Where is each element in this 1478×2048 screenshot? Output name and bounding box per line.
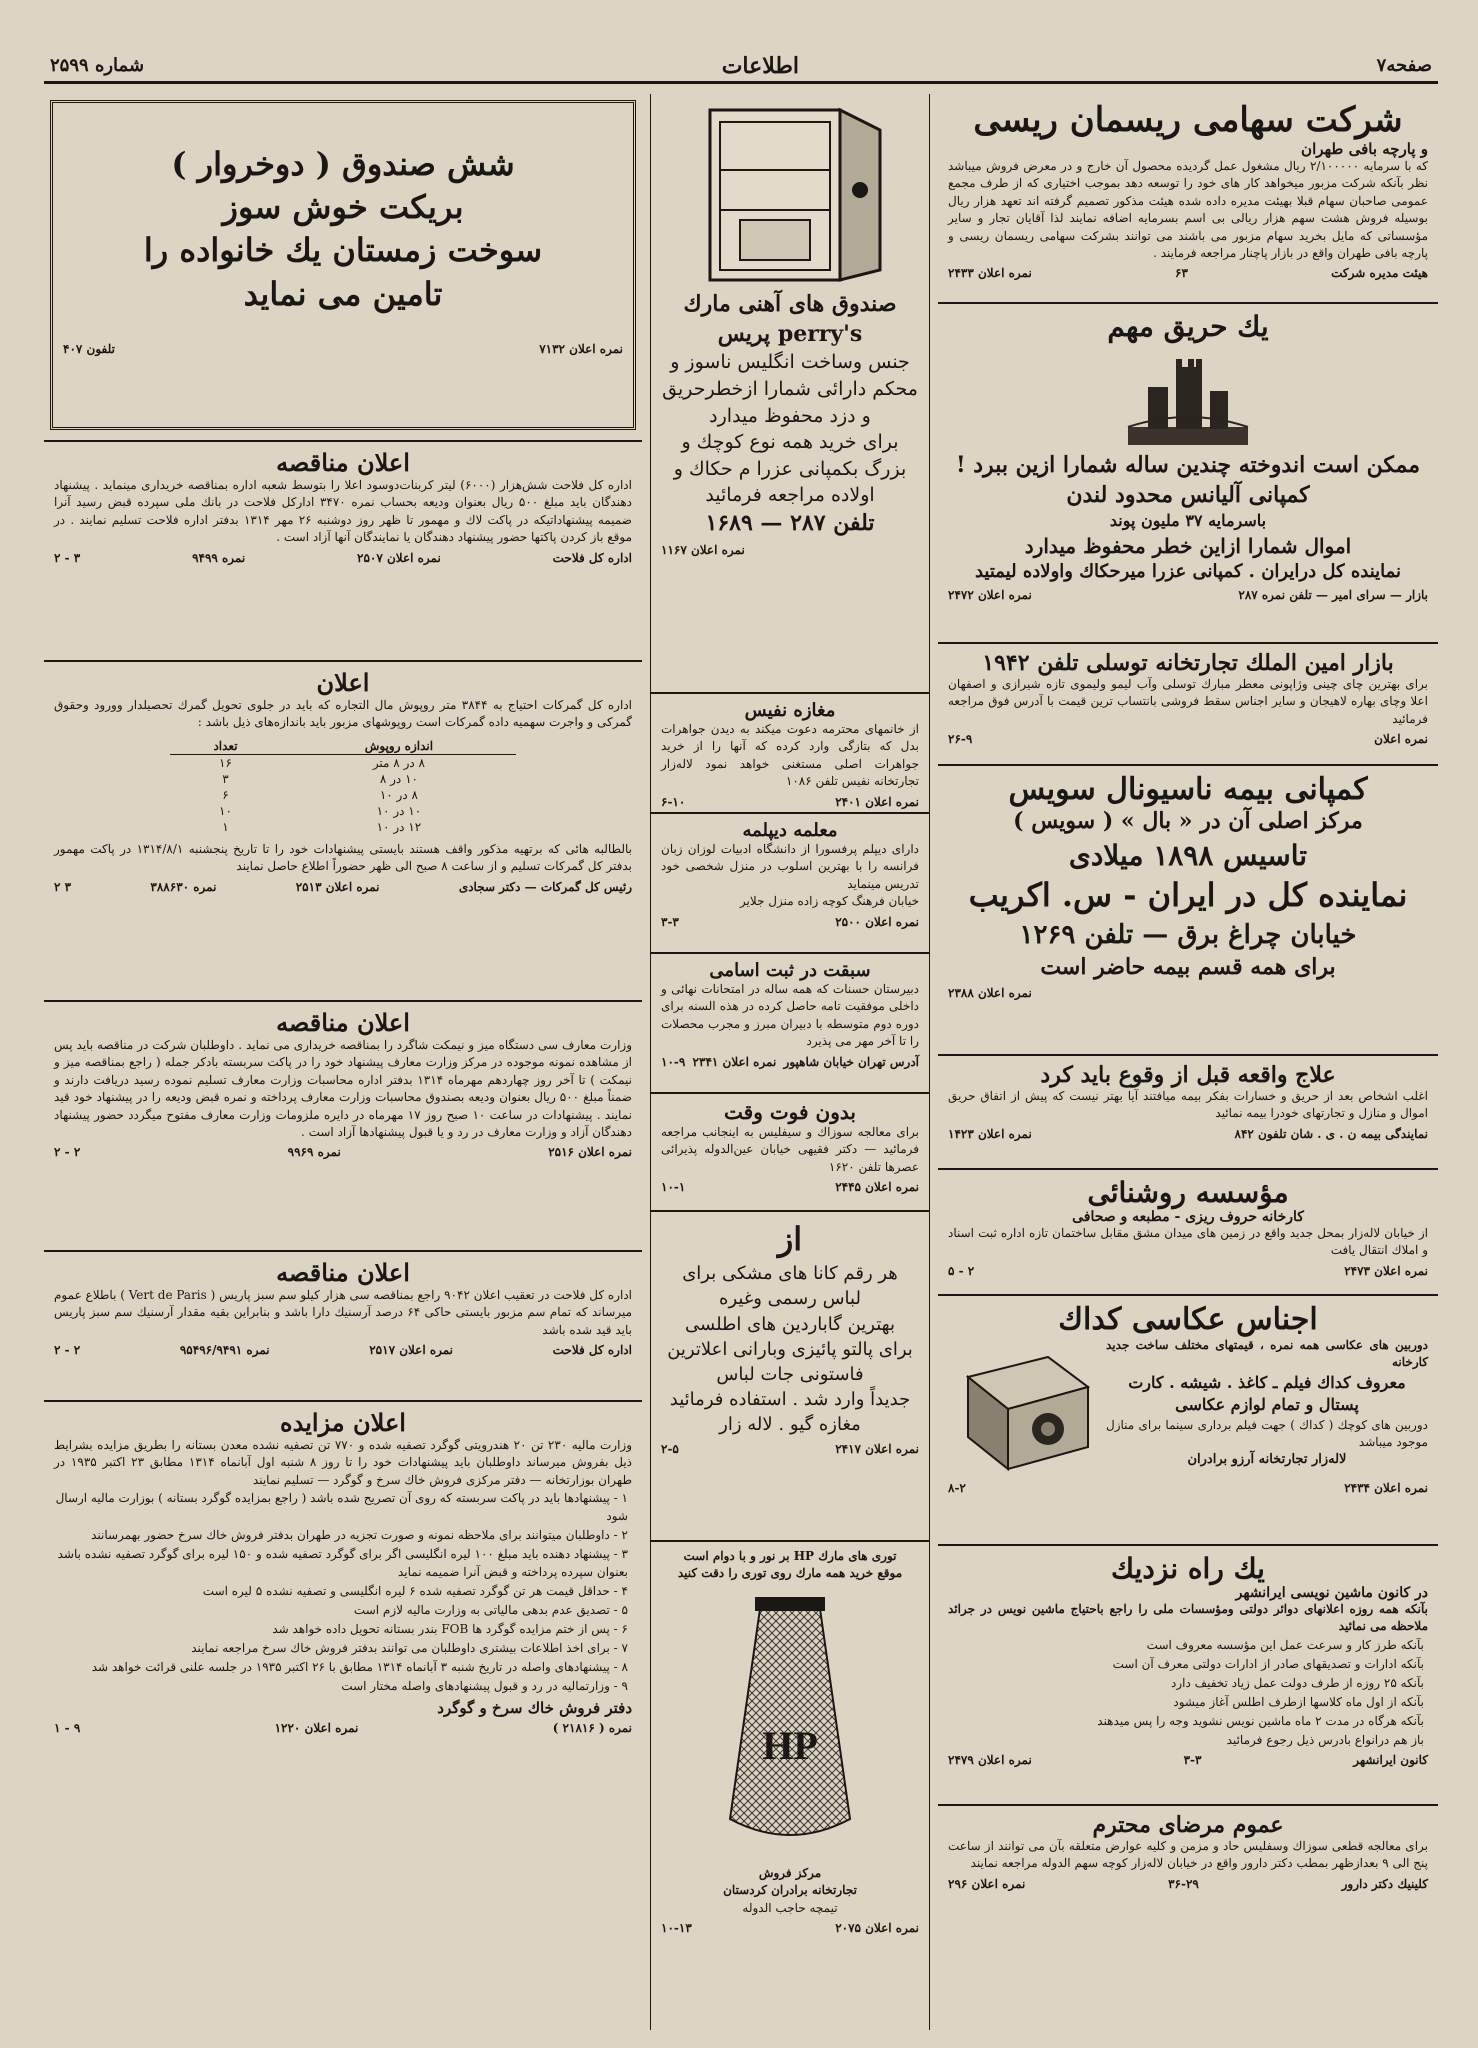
cell-count: ۱ [222,819,229,834]
list-item: ۱ - پیشنهادها باید در پاکت سربسته که روی آن تصریح شده باشد ( راجع بمزایده گوگرد بستانه ) بوزارت مالیه ارسال شود [55,1491,628,1524]
ad-footer [948,1481,1428,1495]
ad-intro: بآنکه همه روزه اعلانهای دوائر دولتی ومؤسسات ملی را راجع باحتیاج ماشین نویس در جرائد ملاحظه می نمائید [948,1602,1428,1634]
ad-sign: کلینیك دکتر دارور [1341,1876,1428,1891]
ad-title: عموم مرضای محترم [1092,1812,1284,1838]
ad-footer [661,795,919,809]
ad-customs [44,662,642,1002]
ad-body: از خانمهای محترمه دعوت میکند به دیدن جواهرات بدل که بتازگی وارد کرده که آنها را از خرید جواهرات اصلی مستغنی خواهد نمود لاله‌زار تجارتخانه نفیس تلفن ۱۰۸۶ [661,722,919,789]
ad-title: اعلان مناقصه [276,448,410,477]
list-item: بآنکه ادارات و تصدیقهای صادر از ادارات دولتی معرف آن است [1112,1656,1424,1671]
list-item: بآنکه هرگاه در مدت ۲ ماه ماشین نویس نشوید وجه را پس میدهند [1097,1713,1424,1728]
fire-line-4: اموال شمارا ازاین خطر محفوظ میدارد [1024,533,1352,558]
ad-body: وزارت معارف سی دستگاه میز و نیمکت شاگرد را بمناقصه خریداری می نماید . داوطلبان شرکت در مناقصه باید پس از مشاهده نمونه موجوده در مرکز وزارت معارف پیشنهاد خود را در پاکت سربسته بادکر جمله ( راجع بمناقصه میز و نیمکت ) تا آخر روز چهاردهم مهرماه ۱۳۱۴ بدفتر اداره محاسبات وزارت معارف تسلیم نموده رسید دریافت دارند و ضمناً مبلغ ۵۰۰ ریال بعنوان ودیعه بصندوق محاسبات وزارت معارف پرداخته و نمره قبض ودیعه را در پیشنهاد خود قید نمایند . پیشنهادات در ساعت ۱۰ صبح روز ۱۷ مهرماه در دایره ملزومات وزارت معارف مفتوح میگردد حضور پیشنهاد دهندگان آزاد و وزارت معارف در رد و یا قبول پیشنهادها آزاد است . [54,1038,632,1139]
hp-top-line-2: موقع خرید همه مارك روی توری را دقت کنید [677,1566,903,1581]
ad-code: ۲ - ۲ [54,1343,81,1358]
right-column [938,94,1438,2030]
fire-line-5: نماینده کل درایران . کمپانی عزرا میرحکاك واولاده لیمتید [974,560,1402,582]
ad-footer [661,1180,919,1194]
ad-subtitle: در کانون ماشین نویسی ایرانشهر [1235,1585,1428,1601]
ad-number: نمره اعلان ۲۴۳۳ [948,266,1032,281]
ad-code: ۳ - ۲ [54,550,81,565]
ad-footer [54,551,632,565]
ad-ref: نمره ۹۵۴۹۶/۹۴۹۱ [179,1343,270,1358]
ad-body: برای بهترین چای چینی وژاپونی معطر مبارك توسلی وآب لیمو ولیموی تازه شیرازی و اصفهان اعلا وچای بهاره لاهیجان و سایر اجناس سقط فروشی بانتساب ترین قیمت با آدرس فوق مراجعه فرمائید [948,677,1428,726]
auction-terms [54,1489,632,1695]
cell-count: ۳ [222,771,229,786]
ad-fabric [651,1212,929,1542]
ad-title: یك حریق مهم [1107,310,1269,343]
ad-footer [54,1343,632,1357]
ad-code: ۳ ۲ [54,879,72,894]
ad-code: ۲ - ۲ [54,1145,81,1160]
ad-address: خیابان فرهنگ کوچه زاده منزل جلایر [739,894,919,909]
ad-briquette [44,94,642,442]
perry-line-5: بزرگ بکمپانی عزرا م حکاك و [673,457,907,480]
ad-code: ۶-۱۰ [661,794,686,809]
ad-tender-agriculture [44,442,642,662]
hp-sign-3: تیمچه حاجب الدوله [742,1900,838,1915]
hp-top-line: توری های مارك HP بر نور و با دوام است [683,1549,897,1563]
fire-line-3: باسرمایه ۳۷ ملیون پوند [1109,511,1267,531]
ad-code: ۱۰-۹ [661,1054,686,1069]
ad-sign: رئیس کل گمرکات — دکتر سجادی [458,879,632,894]
ad-code: ۲ - ۵ [948,1263,975,1278]
ad-phone: تلفن ۲۸۷ — ۱۶۸۹ [705,509,875,536]
ad-body: برای معالجه سوزاك و سیفلیس به اینجانب مراجعه فرمائید — دکتر فقیهی خیابان عین‌الدوله پذیرائی عصرها تلفن ۱۶۲۰ [661,1125,919,1174]
swiss-line-3: نماینده کل در ایران - س. اکریب [968,876,1408,915]
ad-sign: اداره کل فلاحت [552,550,632,565]
ad-title: بازار امین الملك تجارتخانه توسلی تلفن ۱۹۴۲ [982,650,1394,676]
ad-title: صندوق های آهنی مارك [683,291,897,317]
list-item: ۹ - وزارتمالیه در رد و قبول پیشنهادهای واصله مختار است [341,1679,628,1694]
ad-title: مغازه نفیس [744,700,836,721]
ad-ref: نمره ۹۴۹۹ [192,550,246,565]
ad-number: نمره اعلان ۲۳۸۸ [948,986,1032,1001]
ad-number: نمره اعلان ۲۴۷۲ [948,588,1032,603]
ad-sign-row [54,1699,632,1717]
fabric-line-5: فاستونی جات لباس [716,1363,864,1385]
table-row [170,787,517,803]
hp-label: HP [762,1722,818,1768]
fabric-az: از [777,1220,803,1258]
kodak-line-4: دوربین های کوچك ( کداك ) جهت فیلم برداری سینما برای منازل موجود میباشد [1106,1417,1428,1449]
ad-footer [948,266,1428,280]
ad-footer [63,342,623,356]
lamp-mantle-illustration [700,1589,880,1859]
issue-number: شماره ۲۵۹۹ [50,55,145,76]
briquette-line-3: سوخت زمستان یك خانواده را [143,231,543,270]
hp-sign: مرکز فروش [758,1865,822,1880]
ad-tender-education [44,1002,642,1252]
briquette-line-1: شش صندوق ( دوخروار ) [171,145,515,183]
list-item: ۸ - پیشنهادهای واصله در تاریخ شنبه ۳ آبانماه ۱۳۱۴ مطابق با ۲۶ اکتبر ۱۹۳۵ در جلسه علنی قرائت خواهد شد [91,1660,628,1675]
cell-size: ۱۰ در ۸ [379,771,418,786]
cell-size: ۸ در ۸ متر [372,755,425,770]
ad-amin [938,644,1438,766]
ad-number: نمره اعلان ۲۵۱۷ [369,1343,454,1358]
briquette-line-4: تامین می نماید [243,274,443,313]
ad-number: نمره اعلان ۷۱۳۲ [539,341,623,356]
ad-footer [661,915,919,929]
ad-title: کمپانی بیمه ناسیونال سویس [1008,772,1368,807]
left-column [44,94,642,2030]
ad-perry-safe [651,94,929,694]
ad-footer [54,1145,632,1159]
cell-count: ۱۶ [219,755,232,770]
ad-title: اعلان مناقصه [276,1008,410,1037]
ad-footer [661,1055,919,1069]
swiss-line-1: مرکز اصلی آن در « بال » ( سویس ) [1013,808,1363,834]
ad-body: بالطالبه هائی که برتهیه مذکور واقف هستند بایستی پیشنهادات خود را تا تاریخ پنجشنبه ۱۳۱۴/۸/۱ در پاکت مهمور بدفتر کل گمرکات تسلیم و از ساعت ۸ صبح الی ظهر حضوراً اطلاع حاصل نمایند [54,841,632,874]
ad-doctor [651,1094,929,1212]
ad-title: بدون فوت وقت [724,1100,856,1124]
ad-number: نمره اعلان ۲۹۶ [948,1876,1026,1891]
ad-footer [948,1264,1428,1278]
middle-column [650,94,930,2030]
list-item: ۵ - تصدیق عدم بدهی مالیاتی به وزارت مالیه لازم است [353,1603,628,1618]
ad-number: نمره اعلان ۲۵۰۰ [835,914,919,929]
list-item: بآنکه ۲۵ روزه از طرف دولت عمل زیاد تخفیف دارد [1171,1675,1424,1690]
ad-body: دارای دیپلم پرفسورا از دانشگاه ادبیات لوزان زبان فرانسه را با بهترین اسلوب در منزل شخصی خود تدریس مینماید [661,842,919,891]
castle-illustration [1118,347,1258,447]
list-item: ۶ - پس از ختم مزایده گوگرد ها FOB بندر بستانه تحویل داده خواهد شد [272,1622,628,1637]
ad-number: نمره اعلان ۲۴۰۱ [835,794,919,809]
ad-address: بازار — سرای امیر — تلفن نمره ۲۸۷ [1238,588,1428,603]
kodak-line-2: معروف کداك فیلم ـ کاغذ . شیشه . کارت [1128,1372,1406,1392]
ad-brand: perry's پریس [717,320,863,347]
column-header: اندازه روپوش [281,738,516,755]
ad-reisman [938,94,1438,304]
ad-footer [948,1127,1428,1141]
ad-body: برای معالجه قطعی سوزاك وسفلیس حاد و مزمن و کلیه عوارض متعلقه بآن می توانند از ساعت پنج الی ۹ بعدازظهر بمطب دکتر دارور واقع در خیابان لاله‌زار کوچه سهم الدوله مراجعه نمایند [948,1839,1428,1871]
ad-code: ۳۶-۲۹ [1168,1876,1199,1891]
ad-code: ۱۰-۱۳ [661,1920,692,1935]
ad-sign: اداره کل فلاحت [552,1343,632,1358]
ad-number: نمره اعلان ۱۴۲۳ [948,1126,1032,1141]
ad-number: نمره اعلان ۱۲۲۰ [274,1721,359,1736]
perry-line-4: برای خرید همه نوع کوچك و [681,431,899,454]
ad-title: شرکت سهامی ریسمان ریسی [973,100,1403,140]
ad-body: که با سرمایه ۲/۱۰۰۰۰۰ ریال مشغول عمل گردیده محصول آن خارج و در معرض فروش میباشد نظر بآنکه شرکت مزبور میخواهد کار های خود را توسعه دهد بموجب اختیاری که از طرف مجمع عمومی صاحبان سهام قبلا بهیئت مدیره داده شده هیئت مذکور تصمیم گرفته اند تعهد هزار ریال بوسیله فروش هشت سهم هزار ریالی بی اسم بسرمایه اضافه نمایند لذا آقایان تجار و سایر مؤسساتی که مایل بخرید سهام مزبور می باشند می توانند بشرکت سهامی ریسمان ریسی و پارچه بافی طهران واقع در بازار پاچنار مراجعه فرمایند . [948,159,1428,260]
perry-line-3: و دزد محفوظ میدارد [709,404,871,427]
ad-number: نمره اعلان ۲۵۱۶ [548,1145,632,1160]
swiss-line-5: برای همه قسم بیمه حاضر است [1040,953,1336,980]
ad-footer [948,588,1428,602]
ad-sign: هیئت مدیره شرکت [1331,266,1428,281]
ad-address: آدرس تهران خیابان شاهپور [783,1054,919,1069]
list-item: ۳ - پیشنهاد دهنده باید مبلغ ۱۰۰ لیره انگلیسی اگر برای گوگرد تصفیه شده و ۱۵۰ لیره برای گوگرد تصفیه نشده باشد بعنوان سپرده پرداخته و قبض آنرا ضمیمه نماید [57,1547,628,1580]
ad-body: از خیابان لاله‌زار بمحل جدید واقع در زمین های میدان مشق مقابل ساختمان تازه اداره ثبت اسناد و املاك انتقال یافت [948,1226,1428,1258]
ad-title: معلمه دیپلمه [742,820,838,841]
ad-prevention [938,1056,1438,1170]
perry-line-6: اولاده مراجعه فرمائید [705,484,875,507]
ad-title: علاج واقعه قبل از وقوع باید کرد [1040,1062,1336,1088]
cell-count: ۱۰ [219,803,232,818]
ad-number: نمره اعلان ۲۵۰۷ [357,550,441,565]
perry-line-2: محکم دارائی شمارا ازخطرحریق [662,377,918,400]
fire-line-1: ممکن است اندوخته چندین ساله شمارا ازین ببرد ! [955,452,1421,478]
ad-footer [661,1442,919,1456]
ad-body: اغلب اشخاص بعد از حریق و خسارات بفکر بیمه میافتند آیا بهتر نیست که پیش از اتفاق حریق اموال و منازل و تجارتهای خودرا بیمه نمائید [948,1089,1428,1121]
ad-footer-text: نمایندگی بیمه ن . ی . شان تلفون ۸۴۲ [1234,1126,1428,1141]
cell-count: ۶ [222,787,229,802]
fabric-line-7: مغازه گیو . لاله زار [719,1414,861,1436]
newspaper-name: اطلاعات [721,52,799,79]
ad-footer [948,732,1428,746]
ad-subtitle: و پارچه بافی طهران [1301,140,1428,158]
fabric-line-4: برای پالتو پائیزی وبارانی اعلاترین [667,1338,913,1360]
ad-number: نمره اعلان ۲۴۱۷ [835,1441,919,1456]
ad-number: نمره اعلان ۲۴۴۵ [835,1180,919,1195]
ad-footer [948,1877,1428,1891]
newspaper-page [44,50,1438,2030]
typing-list [948,1636,1428,1749]
ad-fire [938,304,1438,644]
list-item: بآنکه از اول ماه کلاسها ازطرف اطلس آغاز میشود [1173,1694,1424,1709]
ad-footer [54,1721,632,1735]
list-item: ۷ - برای اخذ اطلاعات بیشتری داوطلبان می توانند بدفتر فروش خاك سرخ مراجعه نمایند [191,1641,628,1656]
list-item: ۲ - داوطلبان میتوانند برای ملاحظه نمونه و صورت تجزیه در طهران بدفتر فروش خاك سرخ حضور بهمرسانند [91,1528,628,1543]
cover-size-table [170,738,517,835]
ad-title: سبقت در ثبت اسامی [709,960,871,981]
camera-illustration [948,1337,1098,1477]
perry-line-1: جنس وساخت انگلیس ناسوز و [670,351,910,374]
fabric-line-1: هر رقم کانا های مشکی برای [682,1263,898,1285]
ad-number: نمره اعلان ۲۴۷۹ [948,1752,1032,1767]
briquette-frame [50,100,636,430]
ad-number: نمره اعلان ۲۳۴۱ [692,1054,777,1069]
ad-tender-paris-green [44,1252,642,1402]
list-item: باز هم درانواع بادرس ذیل رجوع فرمائید [1226,1732,1424,1747]
ad-sign: دفتر فروش خاك سرخ و گوگرد [437,1699,632,1718]
ad-code: ۸-۲ [948,1481,966,1495]
ad-nafis [651,694,929,814]
ad-title: مؤسسه روشنائی [1087,1176,1289,1209]
ad-number: نمره اعلان ۲۴۳۴ [1344,1481,1428,1495]
ad-code: ۱۰-۱ [661,1180,686,1195]
ad-number: نمره اعلان ۲۰۷۵ [835,1920,919,1935]
ad-number: نمره اعلان ۲۵۱۳ [295,879,380,894]
cell-size: ۱۰ در ۱۰ [376,803,422,818]
ad-body: اداره کل فلاحت شش‌هزار (۶۰۰۰) لیتر کربنات‌دوسود اعلا را بتوسط شعبه اداره بمناقصه خریداری مینماید . پیشنهاد دهندگان باید مبلغ ۵۰۰ ریال بعنوان ودیعه بحساب نمره ۳۴۷۰ ادارکل فلاحت در بانك ملی سپرده قبض رسید آنرا ضمیمه پیشنهاداتیکه در پاکت لاك و مهمور تا ظهر روز دوشنبه ۲۶ مهر ۱۳۱۴ بدفتر اداره فلاحت تسلیم نمایند . در موقع باز کردن پاکتها حضور پیشنهاد دهندگان یا نمایندگان آنها آزاد است . [54,478,633,545]
ad-registration [651,954,929,1094]
ad-title: اعلان [316,668,370,697]
page-number: صفحه۷ [1376,55,1432,76]
ad-swiss-insurance [938,766,1438,1056]
ad-typing-school [938,1546,1438,1806]
cell-size: ۱۲ در ۱۰ [376,819,422,834]
ad-kodak [938,1296,1438,1546]
table-row [170,754,517,771]
ad-code: ۳-۳ [1183,1752,1202,1767]
table-row [170,771,517,787]
list-item: بآنکه طرز کار و سرعت عمل این مؤسسه معروف است [1146,1637,1424,1652]
ad-footer [948,986,1428,1000]
ad-subtitle: کارخانه حروف ریزی - مطبعه و صحافی [1072,1209,1304,1225]
ad-body: دبیرستان حسنات که همه ساله در امتحانات نهائی و داخلی موفقیت تامه حاصل کرده در هذه السنه برای دوره دوم متوسطه با دبیران مبرز و مجرب محصلات را تا آخر مهر می پذیرد [661,982,919,1049]
ad-hp-mantle [651,1542,929,1962]
ad-title: اجناس عکاسی کداك [1058,1302,1318,1337]
ad-code: ۳-۳ [661,914,679,929]
ad-phone: تلفون ۴۰۷ [63,341,115,356]
ad-code: ۶۳ [1175,266,1188,281]
briquette-line-2: بریکت خوش سوز [222,188,464,227]
ad-code: ۲-۵ [661,1441,679,1456]
table-row [170,803,517,819]
ad-footer [661,1921,919,1935]
column-header: تعداد [170,738,282,755]
safe-illustration [690,100,890,290]
cell-size: ۸ در ۱۰ [379,787,418,802]
ad-address: کانون ایرانشهر [1353,1752,1428,1767]
list-item: ۴ - حداقل قیمت هر تن گوگرد تصفیه شده ۶ لیره انگلیسی و تصفیه نشده ۵ لیره است [202,1584,628,1599]
fabric-line-2: لباس رسمی وغیره [719,1288,861,1310]
ad-code: ۲۶-۹ [948,732,973,747]
ad-auction-sulfur [44,1402,642,2022]
ad-body: اداره کل فلاحت در تعقیب اعلان ۹۰۴۲ راجع بمناقصه سی هزار کیلو سم سبز پاریس ( Vert de Paris ) باطلاع عموم میرساند که تمام سم مزبور بایستی حاکی ۶۴ درصد آرسنیك دارا باشد و بنابراین بقیه مقدار آرسنیك سم سبز پاریس باید قید شده باشد [54,1288,633,1337]
ad-footer [661,543,919,557]
ad-number: نمره اعلان ۱۱۶۷ [661,542,745,557]
kodak-line-3: پستال و تمام لوازم عکاسی [1175,1395,1359,1415]
ad-patients [938,1806,1438,1926]
ad-title: یك راه نزدیك [1111,1552,1265,1585]
fabric-line-6: جدیداً وارد شد . استفاده فرمائید [669,1389,911,1411]
ad-ref: نمره ۳۸۸۶۳۰ [150,879,217,894]
ad-footer [948,1753,1428,1767]
swiss-line-4: خیابان چراغ برق — تلفن ۱۲۶۹ [1019,919,1357,950]
ad-number: نمره اعلان [1374,732,1428,747]
ad-diploma-teacher [651,814,929,954]
table-row [170,819,517,835]
fire-line-2: کمپانی آلیانس محدود لندن [1066,481,1310,508]
ad-title: اعلان مناقصه [276,1258,410,1287]
fabric-line-3: بهترین گاباردین های اطلسی [685,1313,895,1335]
ad-footer [54,880,632,894]
ad-intro: وزارت مالیه ۲۳۰ تن ۲۰ هندرویتی گوگرد تصفیه شده و ۷۷۰ تن تصفیه نشده معدن بستانه را بطریق مزایده بشرایط ذیل بفروش میرساند داوطلبان باید پیشنهادات خود را تا روز ۸ شنبه اول آبانماه ۱۳۱۴ مطابق ۲۳ اکتبر ۱۹۳۵ در طهران بوزارتخانه — دفتر مرکزی فروش خاك سرخ و گوگرد — تسلیم نمایند [54,1438,633,1487]
kodak-line-5: لاله‌زار تجارتخانه آرزو برادران [1187,1452,1347,1468]
ad-code: ۹ - ۱ [54,1721,81,1736]
ad-ref: نمره ( ۲۱۸۱۶ ) [552,1721,632,1736]
ad-roshanai [938,1170,1438,1296]
hp-sign-2: تجارتخانه برادران کردستان [723,1883,857,1898]
kodak-line-1: دوربین های عکاسی همه نمره ، قیمتهای مختلف ساخت جدید کارخانه [1106,1338,1428,1370]
swiss-line-2: تاسیس ۱۸۹۸ میلادی [1068,838,1308,872]
ad-number: نمره اعلان ۲۴۷۳ [1344,1263,1428,1278]
ad-intro: اداره کل گمرکات احتیاج به ۳۸۴۴ متر روپوش مال التجاره که باید در جلوی تحویل گمرك تحصیلدار وورود وحقوق گمرکی و واجرت سهمیه داده گمرکات است روپوشهای مزبور باید باندازه‌های ذیل باشد : [54,698,632,730]
page-header [44,50,1438,84]
ad-title: اعلان مزایده [280,1408,406,1437]
ad-ref: نمره ۹۹۶۹ [287,1145,341,1160]
table-header-row [170,738,517,755]
